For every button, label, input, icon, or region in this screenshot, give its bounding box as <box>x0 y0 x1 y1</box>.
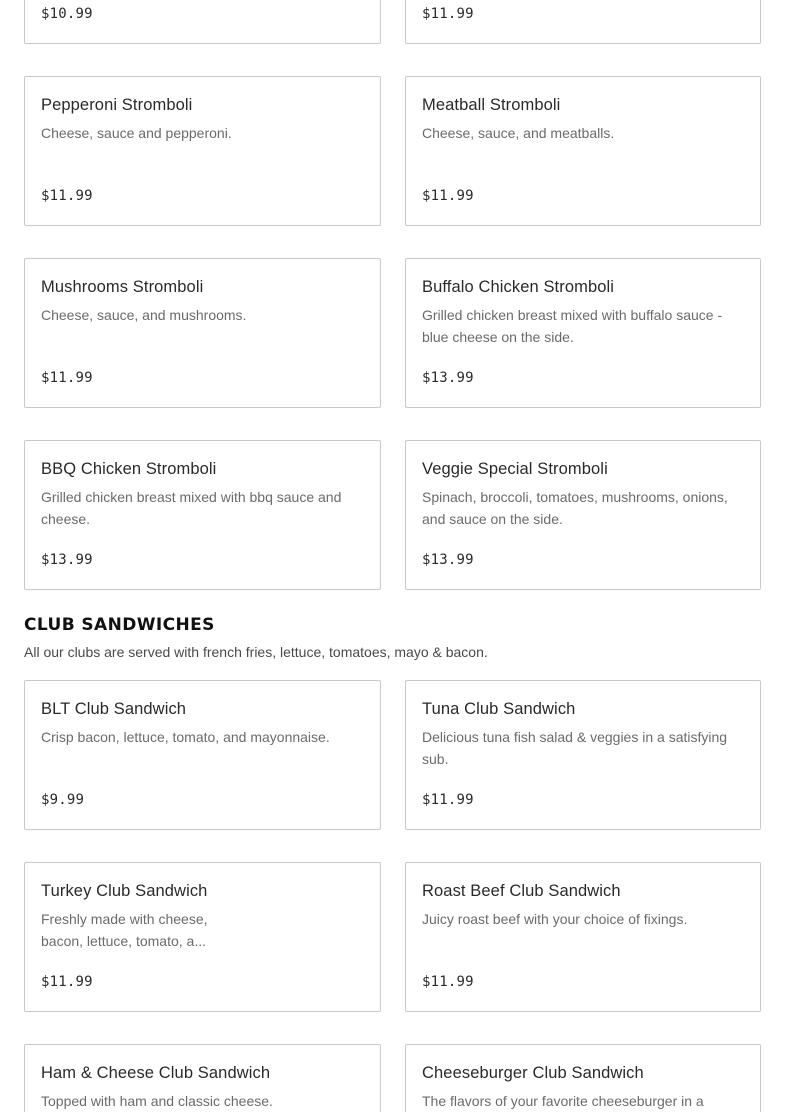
item-description: Cheese, sauce, and mushrooms. <box>41 307 247 323</box>
item-price: $11.99 <box>422 6 474 22</box>
menu-item-card[interactable] <box>24 0 381 44</box>
menu-item-card[interactable] <box>405 258 761 408</box>
section-description: All our clubs are served with french fries, lettuce, tomatoes, mayo & bacon. <box>24 644 488 660</box>
item-price: $10.99 <box>41 6 93 22</box>
menu-item-card[interactable] <box>24 440 381 590</box>
item-description: Delicious tuna fish salad & veggies in a satisfying sub. <box>422 729 728 767</box>
item-description: Juicy roast beef with your choice of fixings. <box>422 911 688 927</box>
item-description: The flavors of your favorite cheeseburger in a <box>422 1093 704 1109</box>
menu-item-card[interactable] <box>405 440 761 590</box>
item-name: Veggie Special Stromboli <box>422 460 608 478</box>
item-description: Grilled chicken breast mixed with buffalo sauce - blue cheese on the side. <box>422 307 723 345</box>
menu-item-card[interactable] <box>405 1044 761 1112</box>
item-price: $13.99 <box>422 552 474 568</box>
item-name: Tuna Club Sandwich <box>422 700 576 718</box>
item-price: $11.99 <box>422 974 474 990</box>
menu-item-card[interactable] <box>24 76 381 226</box>
item-description: Grilled chicken breast mixed with bbq sauce and cheese. <box>41 489 342 527</box>
item-name: Turkey Club Sandwich <box>41 882 208 900</box>
item-price: $13.99 <box>41 552 93 568</box>
section-title: CLUB SANDWICHES <box>24 615 215 635</box>
menu-item-card[interactable] <box>405 680 761 830</box>
item-price: $9.99 <box>41 792 85 808</box>
item-name: BLT Club Sandwich <box>41 700 187 718</box>
item-name: Mushrooms Stromboli <box>41 278 204 296</box>
item-price: $11.99 <box>41 370 93 386</box>
menu-item-card[interactable] <box>24 862 381 1012</box>
item-price: $11.99 <box>422 792 474 808</box>
menu-item-card[interactable] <box>24 1044 381 1112</box>
menu-item-card[interactable] <box>24 258 381 408</box>
item-description: Spinach, broccoli, tomatoes, mushrooms, onions, and sauce on the side. <box>422 489 728 527</box>
item-price: $11.99 <box>422 188 474 204</box>
item-name: Cheeseburger Club Sandwich <box>422 1064 644 1082</box>
item-description: Freshly made with cheese, bacon, lettuce, tomato, a... <box>41 911 208 949</box>
item-name: Ham & Cheese Club Sandwich <box>41 1064 271 1082</box>
item-description: Cheese, sauce, and meatballs. <box>422 125 615 141</box>
item-description: Cheese, sauce and pepperoni. <box>41 125 232 141</box>
menu-item-card[interactable] <box>405 76 761 226</box>
item-price: $13.99 <box>422 370 474 386</box>
item-price: $11.99 <box>41 188 93 204</box>
item-name: Pepperoni Stromboli <box>41 96 193 114</box>
menu-item-card[interactable] <box>405 862 761 1012</box>
menu-item-card[interactable] <box>24 680 381 830</box>
item-price: $11.99 <box>41 974 93 990</box>
item-name: Roast Beef Club Sandwich <box>422 882 621 900</box>
item-name: Meatball Stromboli <box>422 96 561 114</box>
item-description: Crisp bacon, lettuce, tomato, and mayonnaise. <box>41 729 330 745</box>
menu-item-card[interactable] <box>405 0 761 44</box>
item-name: Buffalo Chicken Stromboli <box>422 278 615 296</box>
item-name: BBQ Chicken Stromboli <box>41 460 217 478</box>
item-description: Topped with ham and classic cheese. <box>41 1093 273 1109</box>
